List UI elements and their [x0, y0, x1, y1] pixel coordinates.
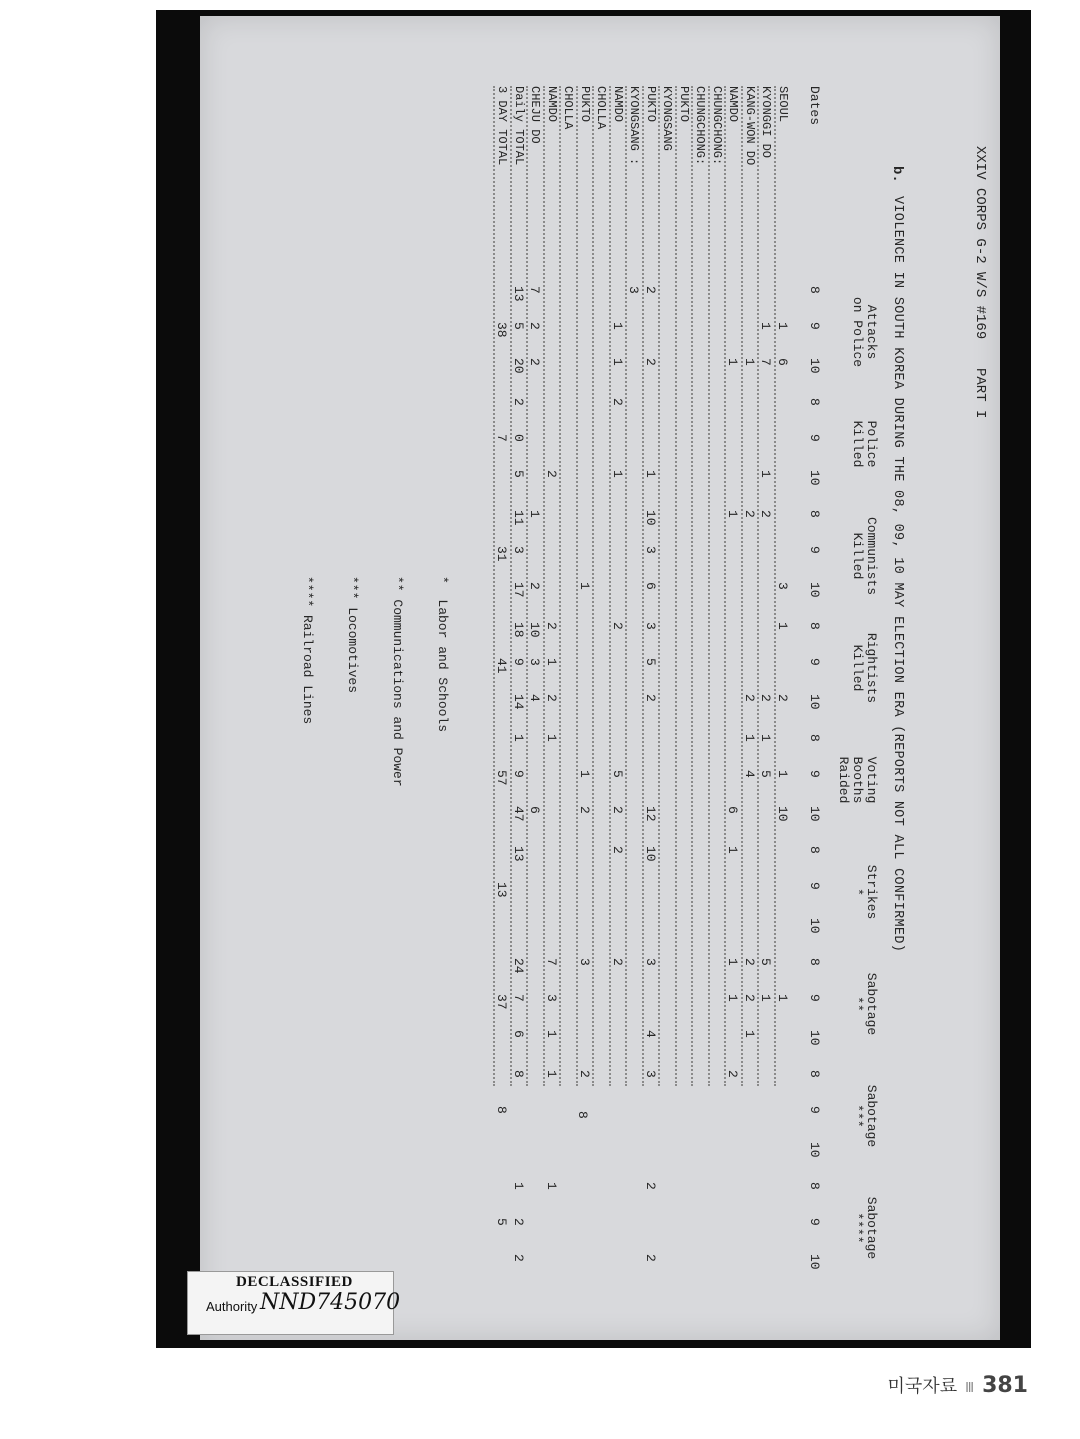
table-cell: 6 — [775, 358, 790, 366]
date-subheader: 9 — [807, 1106, 822, 1114]
table-title: VIOLENCE IN SOUTH KOREA DURING THE 08, 09, 10 MAY ELECTION ERA (REPORTS NOT ALL CONFIRMED) — [890, 196, 905, 953]
table-cell: 2 — [610, 622, 625, 630]
table-cell: 17 — [511, 582, 526, 598]
table-cell: 57 — [494, 770, 510, 786]
table-cell: 2 — [643, 286, 658, 294]
table-cell: 4 — [742, 770, 757, 778]
date-subheader: 10 — [807, 694, 822, 710]
table-cell: 2 — [527, 358, 543, 366]
date-subheader: 10 — [807, 1254, 822, 1270]
table-cell: 2 — [544, 622, 559, 630]
table-cell: 2 — [758, 694, 774, 702]
table-cell: 1 — [511, 1182, 526, 1190]
row-rule — [758, 86, 760, 1086]
table-cell: 2 — [544, 694, 559, 702]
dates-label: Dates — [807, 86, 822, 126]
table-cell: 10 — [527, 622, 543, 638]
row-rule — [560, 86, 562, 1086]
table-cell: 1 — [577, 582, 592, 590]
date-subheader: 9 — [807, 546, 822, 554]
row-label: PUKTO — [644, 86, 658, 123]
table-cell: 2 — [775, 694, 790, 702]
table-cell: 10 — [643, 510, 658, 526]
footnote: **** Railroad Lines — [300, 576, 315, 725]
date-subheader: 8 — [807, 734, 822, 742]
table-cell: 1 — [544, 734, 559, 742]
table-cell: 2 — [577, 1070, 592, 1078]
table-cell: 20 — [511, 358, 526, 374]
table-cell: 47 — [511, 806, 526, 822]
table-cell: 5 — [511, 470, 526, 478]
table-cell: 5 — [758, 770, 774, 778]
footnote: *** Locomotives — [345, 576, 360, 694]
table-cell: 2 — [725, 1070, 741, 1078]
date-subheader: 8 — [807, 398, 822, 406]
row-rule — [494, 86, 496, 1086]
table-cell: 3 — [643, 1070, 658, 1078]
column-header: Sabotage *** — [850, 1084, 879, 1148]
table-cell: 1 — [758, 470, 774, 478]
date-subheader: 9 — [807, 322, 822, 330]
table-cell: 3 — [527, 658, 543, 666]
table-cell: 1 — [725, 510, 741, 518]
date-subheader: 9 — [807, 882, 822, 890]
table-cell: 5 — [610, 770, 625, 778]
table-cell: 3 — [544, 994, 559, 1002]
table-cell: 1 — [544, 1182, 559, 1190]
date-subheader: 9 — [807, 658, 822, 666]
table-cell: 1 — [610, 470, 625, 478]
table-cell: 2 — [577, 806, 592, 814]
row-label: Daily TOTAL — [512, 86, 526, 166]
table-cell: 1 — [742, 358, 757, 366]
row-label: CHUNGCHONG: — [693, 86, 708, 166]
date-subheader: 8 — [807, 846, 822, 854]
table-cell: 1 — [610, 322, 625, 330]
table-cell: 1 — [610, 358, 625, 366]
table-cell: 5 — [643, 658, 658, 666]
table-cell: 14 — [511, 694, 526, 710]
table-cell: 0 — [511, 434, 526, 442]
table-cell: 1 — [775, 994, 790, 1002]
table-cell: 7 — [527, 286, 543, 294]
table-cell: 2 — [511, 1254, 526, 1262]
row-label: PUKTO — [578, 86, 592, 123]
table-cell: 1 — [725, 994, 741, 1002]
table-cell: 41 — [494, 658, 510, 674]
footnote: * Labor and Schools — [435, 576, 450, 733]
table-cell: 24 — [511, 958, 526, 974]
table-cell: 2 — [610, 958, 625, 966]
table-cell: 13 — [494, 882, 510, 898]
row-label: CHUNGCHONG: — [710, 86, 724, 166]
table-cell: 3 — [626, 286, 642, 294]
table-cell: 6 — [725, 806, 741, 814]
table-cell: 4 — [643, 1030, 658, 1038]
table-cell: 2 — [527, 582, 543, 590]
table-cell: 1 — [643, 470, 658, 478]
date-subheader: 8 — [807, 622, 822, 630]
table-cell: 2 — [511, 1218, 526, 1226]
table-cell: 13 — [511, 286, 526, 302]
table-cell: 1 — [758, 734, 774, 742]
date-subheader: 10 — [807, 806, 822, 822]
column-header: Sabotage ** — [850, 972, 879, 1036]
table-cell: 7 — [494, 434, 510, 442]
table-cell: 18 — [511, 622, 526, 638]
table-cell: 9 — [511, 770, 526, 778]
table-cell: 3 — [643, 546, 658, 554]
table-cell: 6 — [511, 1030, 526, 1038]
rotated-document — [200, 16, 1000, 1336]
row-label: SEOUL — [776, 86, 790, 123]
stamp-authority-label: Authority — [206, 1299, 258, 1314]
table-cell: 1 — [742, 1030, 757, 1038]
row-rule — [543, 86, 545, 1086]
table-cell: 10 — [775, 806, 790, 822]
row-rule — [659, 86, 661, 1086]
page-footer — [888, 1372, 1028, 1398]
table-cell: 2 — [610, 846, 625, 854]
table-cell: 12 — [643, 806, 658, 822]
table-cell: 4 — [527, 694, 543, 702]
table-cell: 11 — [511, 510, 526, 526]
row-label: CHOLLA — [594, 86, 609, 130]
row-rule — [609, 86, 611, 1086]
date-subheader: 8 — [807, 510, 822, 518]
date-subheader: 9 — [807, 994, 822, 1002]
table-cell: 1 — [725, 358, 741, 366]
table-cell: 2 — [742, 994, 757, 1002]
table-cell: 3 — [577, 958, 592, 966]
date-subheader: 9 — [807, 770, 822, 778]
row-label: 3 DAY TOTAL — [495, 86, 510, 166]
date-subheader: 8 — [807, 958, 822, 966]
row-label: CHEJU DO — [528, 86, 543, 144]
table-cell: 2 — [758, 510, 774, 518]
row-label: NAMDO — [545, 86, 559, 123]
table-cell: 7 — [511, 994, 526, 1002]
table-cell: 1 — [775, 622, 790, 630]
table-cell: 2 — [511, 398, 526, 406]
table-cell: 2 — [544, 470, 559, 478]
column-header: Attacks on Police — [850, 296, 879, 368]
page-number: 8 — [575, 1111, 590, 1119]
row-label: PUKTO — [677, 86, 691, 123]
table-cell: 1 — [511, 734, 526, 742]
table-cell: 8 — [494, 1106, 510, 1114]
table-cell: 8 — [511, 1070, 526, 1078]
table-cell: 10 — [643, 846, 658, 862]
footer-page-number: 381 — [982, 1373, 1028, 1398]
stamp-title: DECLASSIFIED — [236, 1274, 353, 1290]
table-cell: 1 — [544, 1030, 559, 1038]
table-cell: 2 — [742, 510, 757, 518]
date-subheader: 10 — [807, 1030, 822, 1046]
row-label: CHOLLA — [561, 86, 576, 130]
column-header: Strikes * — [850, 864, 879, 920]
table-cell: 2 — [527, 322, 543, 330]
date-subheader: 9 — [807, 1218, 822, 1226]
row-label: NAMDO — [726, 86, 741, 123]
date-subheader: 10 — [807, 1142, 822, 1158]
table-cell: 1 — [758, 322, 774, 330]
table-cell: 5 — [511, 322, 526, 330]
document-paper — [200, 16, 1000, 1340]
declassified-stamp — [187, 1271, 401, 1335]
footnotes — [270, 576, 480, 787]
table-cell: 1 — [775, 770, 790, 778]
table-cell: 38 — [494, 322, 510, 338]
column-header: Sabotage **** — [850, 1196, 879, 1260]
row-label: KANG-WON DO — [743, 86, 757, 166]
row-label: KYONGSANG — [660, 86, 675, 151]
date-subheader: 8 — [807, 1070, 822, 1078]
date-subheader: 10 — [807, 358, 822, 374]
table-cell: 7 — [758, 358, 774, 366]
row-label: KYONGSANG : — [627, 86, 642, 166]
date-subheader: 9 — [807, 434, 822, 442]
footer-label: 미국자료 — [887, 1376, 958, 1397]
row-rule — [692, 86, 694, 1086]
date-subheader: 8 — [807, 1182, 822, 1190]
table-cell: 1 — [544, 1070, 559, 1078]
date-subheader: 10 — [807, 470, 822, 486]
table-cell: 13 — [511, 846, 526, 862]
column-header: Police Killed — [850, 420, 879, 468]
table-cell: 5 — [758, 958, 774, 966]
column-header: Rightists Killed — [850, 632, 879, 704]
table-cell: 6 — [527, 806, 543, 814]
table-cell: 2 — [742, 694, 757, 702]
footnote: ** Communications and Power — [390, 576, 405, 787]
column-header: Communists Killed — [850, 516, 879, 595]
date-subheader: 8 — [807, 286, 822, 294]
table-cell: 6 — [643, 582, 658, 590]
table-cell: 2 — [610, 398, 625, 406]
table-cell: 1 — [725, 958, 741, 966]
table-cell: 2 — [643, 1182, 658, 1190]
table-cell: 3 — [775, 582, 790, 590]
table-cell: 1 — [775, 322, 790, 330]
table-cell: 2 — [643, 1254, 658, 1262]
row-label: NAMDO — [611, 86, 625, 123]
table-cell: 1 — [758, 994, 774, 1002]
table-cell: 37 — [494, 994, 510, 1010]
table-cell: 1 — [725, 846, 741, 854]
date-subheader: 10 — [807, 582, 822, 598]
table-cell: 1 — [544, 658, 559, 666]
table-cell: 2 — [643, 358, 658, 366]
date-subheader: 10 — [807, 918, 822, 934]
row-rule — [725, 86, 727, 1086]
document-part: PART I — [972, 368, 988, 419]
table-cell: 1 — [527, 510, 543, 518]
section-letter: b. — [889, 166, 905, 183]
scanned-page — [156, 10, 1031, 1348]
table-cell: 2 — [742, 958, 757, 966]
footer-separator: Ⅲ — [965, 1381, 975, 1396]
row-rule — [675, 86, 677, 1086]
column-header: Voting Booths Raided — [836, 756, 879, 804]
table-cell: 2 — [610, 806, 625, 814]
row-rule — [626, 86, 628, 1086]
stamp-authority-value: NND745070 — [260, 1290, 401, 1315]
table-cell: 9 — [511, 658, 526, 666]
table-cell: 31 — [494, 546, 510, 562]
document-header: XXIV CORPS G-2 W/S #169 — [972, 146, 988, 340]
row-label: KYONGGI DO — [759, 86, 774, 159]
table-cell: 7 — [544, 958, 559, 966]
table-cell: 2 — [643, 694, 658, 702]
row-rule — [593, 86, 595, 1086]
row-rule — [708, 86, 710, 1086]
table-cell: 3 — [643, 622, 658, 630]
table-cell: 1 — [577, 770, 592, 778]
table-cell: 3 — [643, 958, 658, 966]
table-cell: 5 — [494, 1218, 510, 1226]
row-rule — [741, 86, 743, 1086]
table-cell: 3 — [511, 546, 526, 554]
table-cell: 1 — [742, 734, 757, 742]
